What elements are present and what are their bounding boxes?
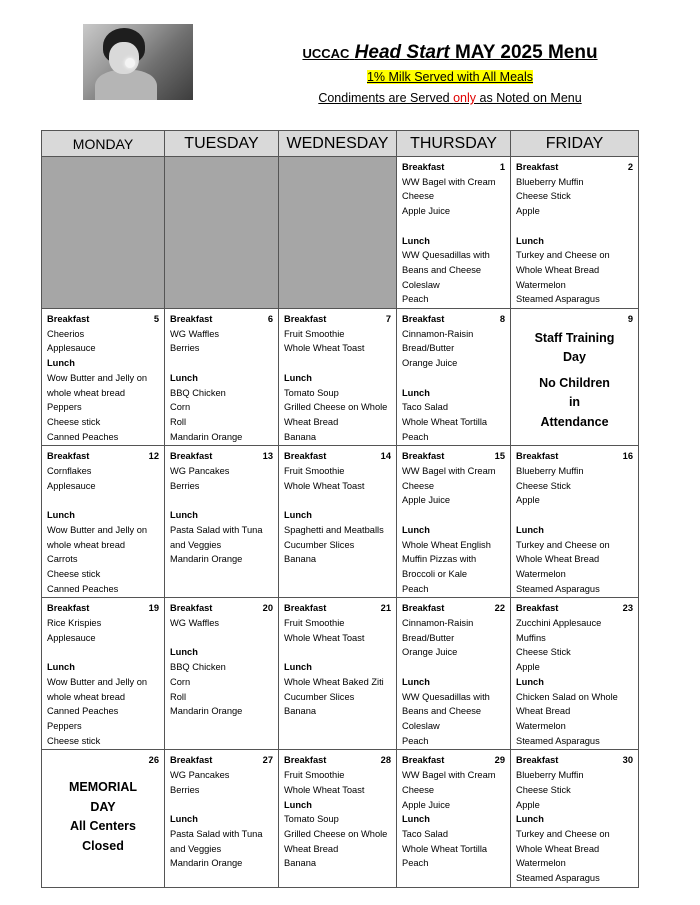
breakfast-item: Bread/Butter [402, 343, 455, 354]
lunch-label: Lunch [402, 524, 430, 535]
breakfast-item: Cheese Stick [516, 647, 571, 658]
lunch-label: Lunch [47, 662, 75, 673]
day-header: WEDNESDAY [279, 131, 397, 157]
lunch-item: Broccoli or Kale [402, 568, 468, 579]
child-photo [83, 24, 193, 100]
notice-line: Staff Training [534, 330, 615, 345]
breakfast-label: Breakfast [402, 162, 445, 172]
condiments-note: Condiments are Served only as Noted on Menu [318, 91, 582, 105]
day-number: 19 [148, 603, 159, 614]
breakfast-label: Breakfast [47, 314, 90, 325]
lunch-item: Banana [284, 706, 317, 717]
week-row [42, 598, 639, 750]
lunch-item: Whole Wheat Tortilla [402, 416, 488, 427]
lunch-item: Muffin Pizzas with [402, 554, 477, 565]
lunch-label: Lunch [402, 387, 430, 398]
breakfast-item: Fruit Smoothie [284, 328, 345, 339]
lunch-label: Lunch [47, 510, 75, 521]
lunch-item: Coleslaw [402, 720, 440, 731]
lunch-item: Peach [402, 858, 429, 869]
breakfast-label: Breakfast [402, 755, 445, 766]
day-cell [397, 598, 511, 750]
day-cell [511, 598, 639, 750]
day-number: 13 [262, 451, 273, 462]
day-number: 6 [267, 314, 273, 325]
lunch-label: Lunch [402, 235, 430, 246]
lunch-label: Lunch [284, 799, 312, 810]
breakfast-label: Breakfast [284, 603, 327, 614]
day-number: 9 [627, 314, 633, 325]
breakfast-item: Muffins [516, 632, 546, 643]
notice-day-cell [511, 309, 639, 446]
lunch-item: Spaghetti and Meatballs [284, 524, 384, 535]
lunch-item: Watermelon [516, 568, 566, 579]
lunch-item: Mandarin Orange [170, 431, 243, 442]
lunch-item: Steamed Asparagus [516, 873, 600, 884]
breakfast-item: WG Pancakes [170, 770, 230, 781]
lunch-item: Cheese stick [47, 735, 101, 746]
day-number: 14 [380, 451, 391, 462]
lunch-label: Lunch [284, 510, 312, 521]
breakfast-label: Breakfast [47, 451, 90, 462]
page-title [250, 42, 650, 64]
breakfast-item: Fruit Smoothie [284, 466, 345, 477]
lunch-item: Cheese stick [47, 416, 101, 427]
day-number: 1 [499, 162, 505, 172]
day-header: TUESDAY [165, 131, 279, 157]
lunch-label: Lunch [170, 814, 198, 825]
lunch-item: Chicken Salad on Whole [516, 691, 618, 702]
notice-line: No Children [539, 375, 610, 390]
day-number: 2 [627, 162, 633, 172]
lunch-label: Lunch [402, 814, 430, 825]
breakfast-item: Cheese Stick [516, 191, 571, 202]
breakfast-label: Breakfast [284, 314, 327, 325]
lunch-item: Peach [402, 735, 429, 746]
breakfast-item: Fruit Smoothie [284, 618, 345, 629]
breakfast-item: Cheese [402, 480, 435, 491]
breakfast-label: Breakfast [516, 451, 559, 462]
lunch-label: Lunch [402, 676, 430, 687]
breakfast-label: Breakfast [170, 451, 213, 462]
breakfast-item: WW Bagel with Cream [402, 176, 496, 187]
day-number: 15 [494, 451, 505, 462]
day-header: MONDAY [42, 131, 165, 157]
lunch-item: Whole Wheat Bread [516, 264, 600, 275]
breakfast-item: Cinnamon-Raisin [402, 618, 474, 629]
lunch-item: Wheat Bread [284, 843, 339, 854]
breakfast-item: Applesauce [47, 480, 96, 491]
lunch-item: Canned Peaches [47, 583, 119, 594]
breakfast-item: Cheese Stick [516, 480, 571, 491]
lunch-item: Watermelon [516, 279, 566, 290]
breakfast-item: Whole Wheat Toast [284, 632, 365, 643]
lunch-item: Wheat Bread [284, 416, 339, 427]
breakfast-item: Berries [170, 784, 200, 795]
breakfast-item: Cinnamon-Raisin [402, 328, 474, 339]
breakfast-item: Blueberry Muffin [516, 176, 584, 187]
day-number: 28 [380, 755, 391, 766]
breakfast-item: Blueberry Muffin [516, 466, 584, 477]
breakfast-item: Blueberry Muffin [516, 770, 584, 781]
notice-line: Closed [82, 838, 124, 853]
breakfast-label: Breakfast [284, 451, 327, 462]
breakfast-item: Cheese [402, 191, 435, 202]
lunch-item: WW Quesadillas with [402, 691, 490, 702]
day-cell [165, 750, 279, 887]
notice-line: Day [563, 350, 586, 365]
milk-note: 1% Milk Served with All Meals [366, 70, 534, 84]
day-number: 12 [148, 451, 159, 462]
breakfast-item: Apple [516, 206, 540, 217]
notice-line: DAY [90, 799, 116, 814]
lunch-label: Lunch [284, 372, 312, 383]
breakfast-label: Breakfast [402, 451, 445, 462]
lunch-item: Peach [402, 431, 429, 442]
breakfast-item: Apple [516, 662, 540, 673]
day-cell [397, 750, 511, 887]
day-number: 26 [148, 755, 159, 766]
breakfast-item: WG Waffles [170, 618, 220, 629]
day-cell [397, 446, 511, 598]
lunch-item: Whole Wheat Bread [516, 843, 600, 854]
breakfast-label: Breakfast [170, 603, 213, 614]
lunch-item: Wheat Bread [516, 706, 571, 717]
lunch-item: Watermelon [516, 858, 566, 869]
lunch-item: Wow Butter and Jelly on [47, 524, 148, 535]
breakfast-item: Rice Krispies [47, 618, 102, 629]
day-cell [42, 598, 165, 750]
lunch-label: Lunch [170, 372, 198, 383]
day-cell [279, 446, 397, 598]
breakfast-item: Berries [170, 343, 200, 354]
lunch-item: Mandarin Orange [170, 706, 243, 717]
lunch-item: Taco Salad [402, 402, 448, 413]
lunch-item: Cucumber Slices [284, 691, 355, 702]
lunch-item: Mandarin Orange [170, 858, 243, 869]
breakfast-item: Orange Juice [402, 647, 458, 658]
breakfast-item: Whole Wheat Toast [284, 343, 365, 354]
breakfast-item: WG Waffles [170, 328, 220, 339]
lunch-item: whole wheat bread [47, 539, 126, 550]
day-number: 20 [262, 603, 273, 614]
lunch-item: Mandarin Orange [170, 554, 243, 565]
lunch-item: Grilled Cheese on Whole [284, 402, 388, 413]
day-cell [279, 309, 397, 446]
notice-line: All Centers [70, 819, 136, 834]
day-cell [511, 446, 639, 598]
lunch-item: Coleslaw [402, 279, 440, 290]
day-number: 22 [494, 603, 505, 614]
lunch-item: Wow Butter and Jelly on [47, 676, 148, 687]
lunch-label: Lunch [170, 510, 198, 521]
week-row [42, 446, 639, 598]
lunch-item: Banana [284, 431, 317, 442]
day-cell [397, 309, 511, 446]
lunch-item: Pasta Salad with Tuna [170, 828, 263, 839]
lunch-item: WW Quesadillas with [402, 250, 490, 261]
weekday-header-row [42, 131, 639, 157]
breakfast-label: Breakfast [402, 314, 445, 325]
breakfast-label: Breakfast [402, 603, 445, 614]
lunch-item: Whole Wheat Bread [516, 554, 600, 565]
lunch-item: Whole Wheat Baked Ziti [284, 676, 384, 687]
breakfast-item: Applesauce [47, 632, 96, 643]
lunch-item: BBQ Chicken [170, 662, 226, 673]
lunch-item: Turkey and Cheese on [516, 250, 610, 261]
breakfast-item: WW Bagel with Cream [402, 770, 496, 781]
breakfast-item: Apple [516, 799, 540, 810]
week-row [42, 309, 639, 446]
breakfast-item: Cheese Stick [516, 784, 571, 795]
lunch-item: Taco Salad [402, 828, 448, 839]
lunch-item: whole wheat bread [47, 387, 126, 398]
lunch-item: Canned Peaches [47, 706, 119, 717]
day-cell [42, 309, 165, 446]
program-name: Head Start [354, 42, 450, 63]
lunch-label: Lunch [516, 235, 544, 246]
day-cell [279, 750, 397, 887]
lunch-item: Pasta Salad with Tuna [170, 524, 263, 535]
day-cell [165, 309, 279, 446]
breakfast-item: Whole Wheat Toast [284, 480, 365, 491]
lunch-item: Whole Wheat Tortilla [402, 843, 488, 854]
org-name: UCCAC [302, 46, 350, 61]
notice-line: Attendance [540, 414, 609, 429]
lunch-item: Corn [170, 676, 191, 687]
lunch-item: Watermelon [516, 720, 566, 731]
breakfast-label: Breakfast [170, 755, 213, 766]
empty-day-cell [165, 157, 279, 309]
day-number: 7 [385, 314, 391, 325]
lunch-item: Peppers [47, 720, 82, 731]
lunch-label: Lunch [170, 647, 198, 658]
lunch-item: Beans and Cheese [402, 706, 482, 717]
lunch-item: Steamed Asparagus [516, 583, 600, 594]
day-number: 5 [153, 314, 159, 325]
breakfast-item: WG Pancakes [170, 466, 230, 477]
lunch-label: Lunch [516, 676, 544, 687]
day-number: 27 [262, 755, 273, 766]
day-number: 29 [494, 755, 505, 766]
day-number: 30 [622, 755, 633, 766]
day-cell [397, 157, 511, 309]
breakfast-label: Breakfast [170, 314, 213, 325]
lunch-item: Roll [170, 416, 187, 427]
breakfast-item: WW Bagel with Cream [402, 466, 496, 477]
day-cell [279, 598, 397, 750]
lunch-item: and Veggies [170, 843, 222, 854]
empty-day-cell [42, 157, 165, 309]
day-cell [511, 157, 639, 309]
lunch-label: Lunch [47, 358, 75, 369]
lunch-item: Tomato Soup [284, 814, 339, 825]
lunch-item: Tomato Soup [284, 387, 339, 398]
day-cell [42, 446, 165, 598]
notice-line: MEMORIAL [68, 780, 138, 795]
lunch-item: Turkey and Cheese on [516, 828, 610, 839]
breakfast-item: Apple Juice [402, 206, 451, 217]
breakfast-item: Cheese [402, 784, 435, 795]
breakfast-item: Cornflakes [47, 466, 92, 477]
lunch-item: Canned Peaches [47, 431, 119, 442]
day-cell [165, 446, 279, 598]
lunch-item: and Veggies [170, 539, 222, 550]
lunch-item: Peach [402, 294, 429, 305]
lunch-item: Whole Wheat English [402, 539, 491, 550]
day-cell [165, 598, 279, 750]
lunch-item: Steamed Asparagus [516, 294, 600, 305]
lunch-item: Cucumber Slices [284, 539, 355, 550]
lunch-item: Wow Butter and Jelly on [47, 372, 148, 383]
breakfast-item: Applesauce [47, 343, 96, 354]
week-row [42, 750, 639, 887]
breakfast-item: Apple [516, 495, 540, 506]
lunch-item: Beans and Cheese [402, 264, 482, 275]
lunch-item: Banana [284, 554, 317, 565]
day-number: 8 [499, 314, 505, 325]
lunch-item: Steamed Asparagus [516, 735, 600, 746]
lunch-item: Peppers [47, 402, 82, 413]
day-number: 21 [380, 603, 391, 614]
lunch-label: Lunch [516, 814, 544, 825]
lunch-item: Peach [402, 583, 429, 594]
day-number: 23 [622, 603, 633, 614]
lunch-item: Corn [170, 402, 191, 413]
lunch-label: Lunch [516, 524, 544, 535]
day-cell [511, 750, 639, 887]
day-header: FRIDAY [511, 131, 639, 157]
notice-day-cell [42, 750, 165, 887]
day-header: THURSDAY [397, 131, 511, 157]
breakfast-item: Apple Juice [402, 799, 451, 810]
closure-notice [516, 329, 633, 433]
lunch-item: Grilled Cheese on Whole [284, 828, 388, 839]
empty-day-cell [279, 157, 397, 309]
lunch-item: BBQ Chicken [170, 387, 226, 398]
breakfast-label: Breakfast [284, 755, 327, 766]
breakfast-label: Breakfast [516, 162, 559, 172]
breakfast-item: Berries [170, 480, 200, 491]
breakfast-label: Breakfast [516, 755, 559, 766]
lunch-item: Banana [284, 858, 317, 869]
breakfast-item: Orange Juice [402, 358, 458, 369]
day-number: 16 [622, 451, 633, 462]
breakfast-item: Zucchini Applesauce [516, 618, 602, 629]
notice-line: in [568, 395, 581, 410]
breakfast-item: Whole Wheat Toast [284, 784, 365, 795]
week-row [42, 157, 639, 309]
lunch-item: Cheese stick [47, 568, 101, 579]
breakfast-item: Bread/Butter [402, 632, 455, 643]
closure-notice [47, 778, 159, 856]
menu-title: MAY 2025 Menu [454, 42, 598, 63]
lunch-label: Lunch [284, 662, 312, 673]
lunch-item: whole wheat bread [47, 691, 126, 702]
breakfast-item: Apple Juice [402, 495, 451, 506]
breakfast-item: Cheerios [47, 328, 85, 339]
lunch-item: Turkey and Cheese on [516, 539, 610, 550]
breakfast-label: Breakfast [47, 603, 90, 614]
breakfast-item: Fruit Smoothie [284, 770, 345, 781]
lunch-item: Roll [170, 691, 187, 702]
lunch-item: Carrots [47, 554, 78, 565]
breakfast-label: Breakfast [516, 603, 559, 614]
menu-calendar [41, 130, 639, 888]
